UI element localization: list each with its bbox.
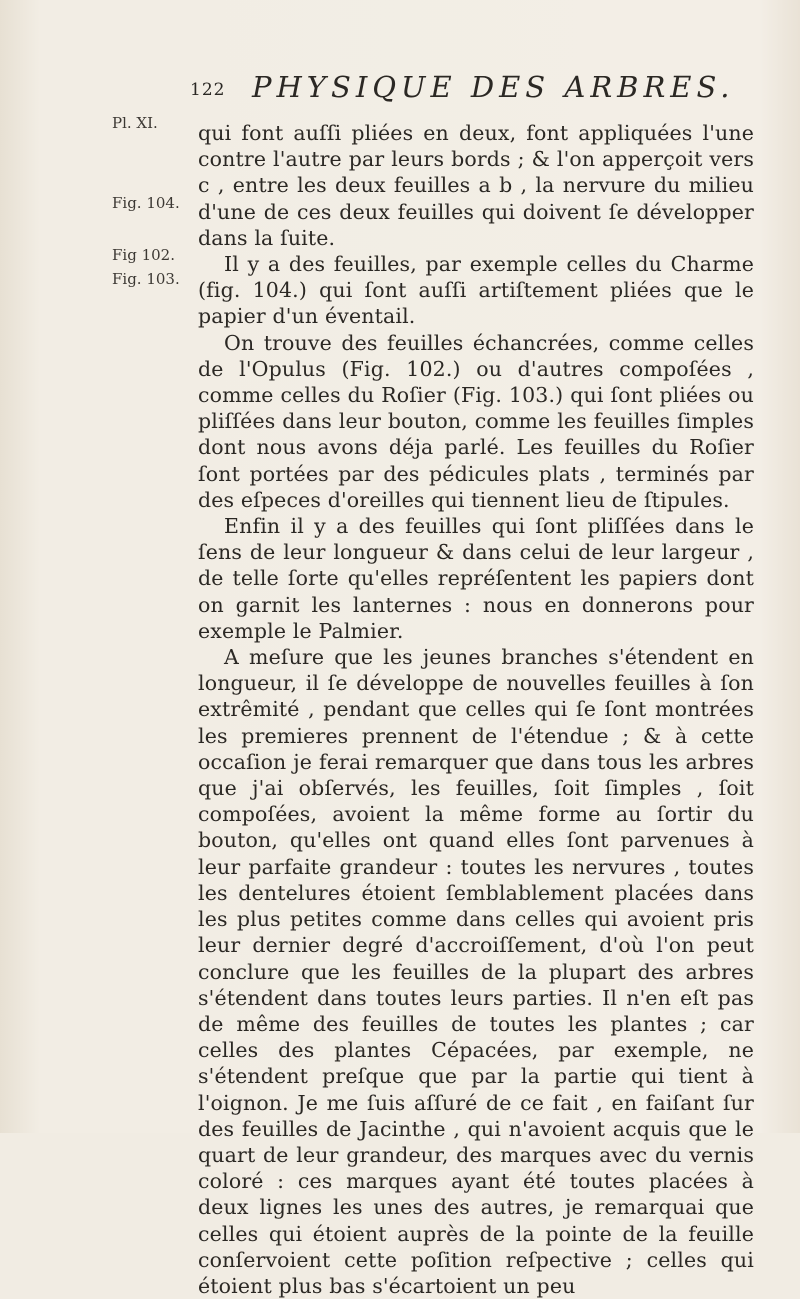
margin-note-fig-102: Fig 102. (112, 246, 175, 264)
margin-note-fig-104: Fig. 104. (112, 194, 180, 212)
margin-note-plate: Pl. XI. (112, 114, 158, 132)
running-title: PHYSIQUE DES ARBRES. (252, 70, 735, 104)
paragraph: Il y a des feuilles, par exemple celles du Charme (fig. 104.) qui ſont auſſi artiſtement pliées que le papier d'un éventail. (198, 252, 754, 329)
margin-note-fig-103: Fig. 103. (112, 270, 180, 288)
paragraph: Enfin il y a des feuilles qui ſont pliſſées dans le ſens de leur longueur & dans celui de leur largeur , de telle ſorte qu'elles repréſentent les papiers dont on garnit les lanternes : nous en donnerons pour exemple le Palmier. (198, 514, 754, 643)
paragraph: A meſure que les jeunes branches s'étendent en longueur, il ſe développe de nouvelles feuilles à ſon extrêmité , pendant que celles qui ſe ſont montrées les premieres prennent de l'étendue ; & à cette occaſion je ferai remarquer que dans tous les arbres que j'ai obſervés, les feuilles, ſoit ſimples , ſoit compoſées, avoient la même forme au ſortir du bouton, qu'elles ont quand elles ſont parvenues à leur parfaite grandeur : toutes les nervures , toutes les dentelures étoient ſemblablement placées dans les plus petites comme dans celles qui avoient pris leur dernier degré d'accroiſſement, d'où l'on peut conclure que les feuilles de la plupart des arbres s'étendent dans toutes leurs parties. Il n'en eſt pas de même des feuilles de toutes les plantes ; car celles des plantes Cépacées, par exemple, ne s'étendent preſque que par la partie qui tient à l'oignon. Je me ſuis aſſuré de ce fait , en faiſant ſur des feuilles de Jacinthe , qui n'avoient acquis que le quart de leur grandeur, des marques avec du vernis coloré : ces marques ayant été toutes placées à deux lignes les unes des autres, je remarquai que celles qui étoient auprès de la pointe de la feuille conſervoient cette poſition reſpective ; celles qui étoient plus bas s'écartoient un peu (198, 645, 754, 1298)
page-header (190, 70, 750, 104)
paragraph: qui font auſſi pliées en deux, font appliquées l'une contre l'autre par leurs bords ; & l'on apperçoit vers c , entre les deux feuilles a b , la nervure du milieu d'une de ces deux feuilles qui doivent ſe développer dans la ſuite. (198, 121, 754, 250)
page-number: 122 (190, 80, 226, 100)
main-text (198, 120, 754, 1299)
paragraph: On trouve des feuilles échancrées, comme celles de l'Opulus (Fig. 102.) ou d'autres compoſées , comme celles du Roſier (Fig. 103.) qui ſont pliées ou pliſſées dans leur bouton, comme les feuilles ſimples dont nous avons déja parlé. Les feuilles du Roſier ſont portées par des pédicules plats , terminés par des eſpeces d'oreilles qui tiennent lieu de ſtipules. (198, 330, 754, 512)
